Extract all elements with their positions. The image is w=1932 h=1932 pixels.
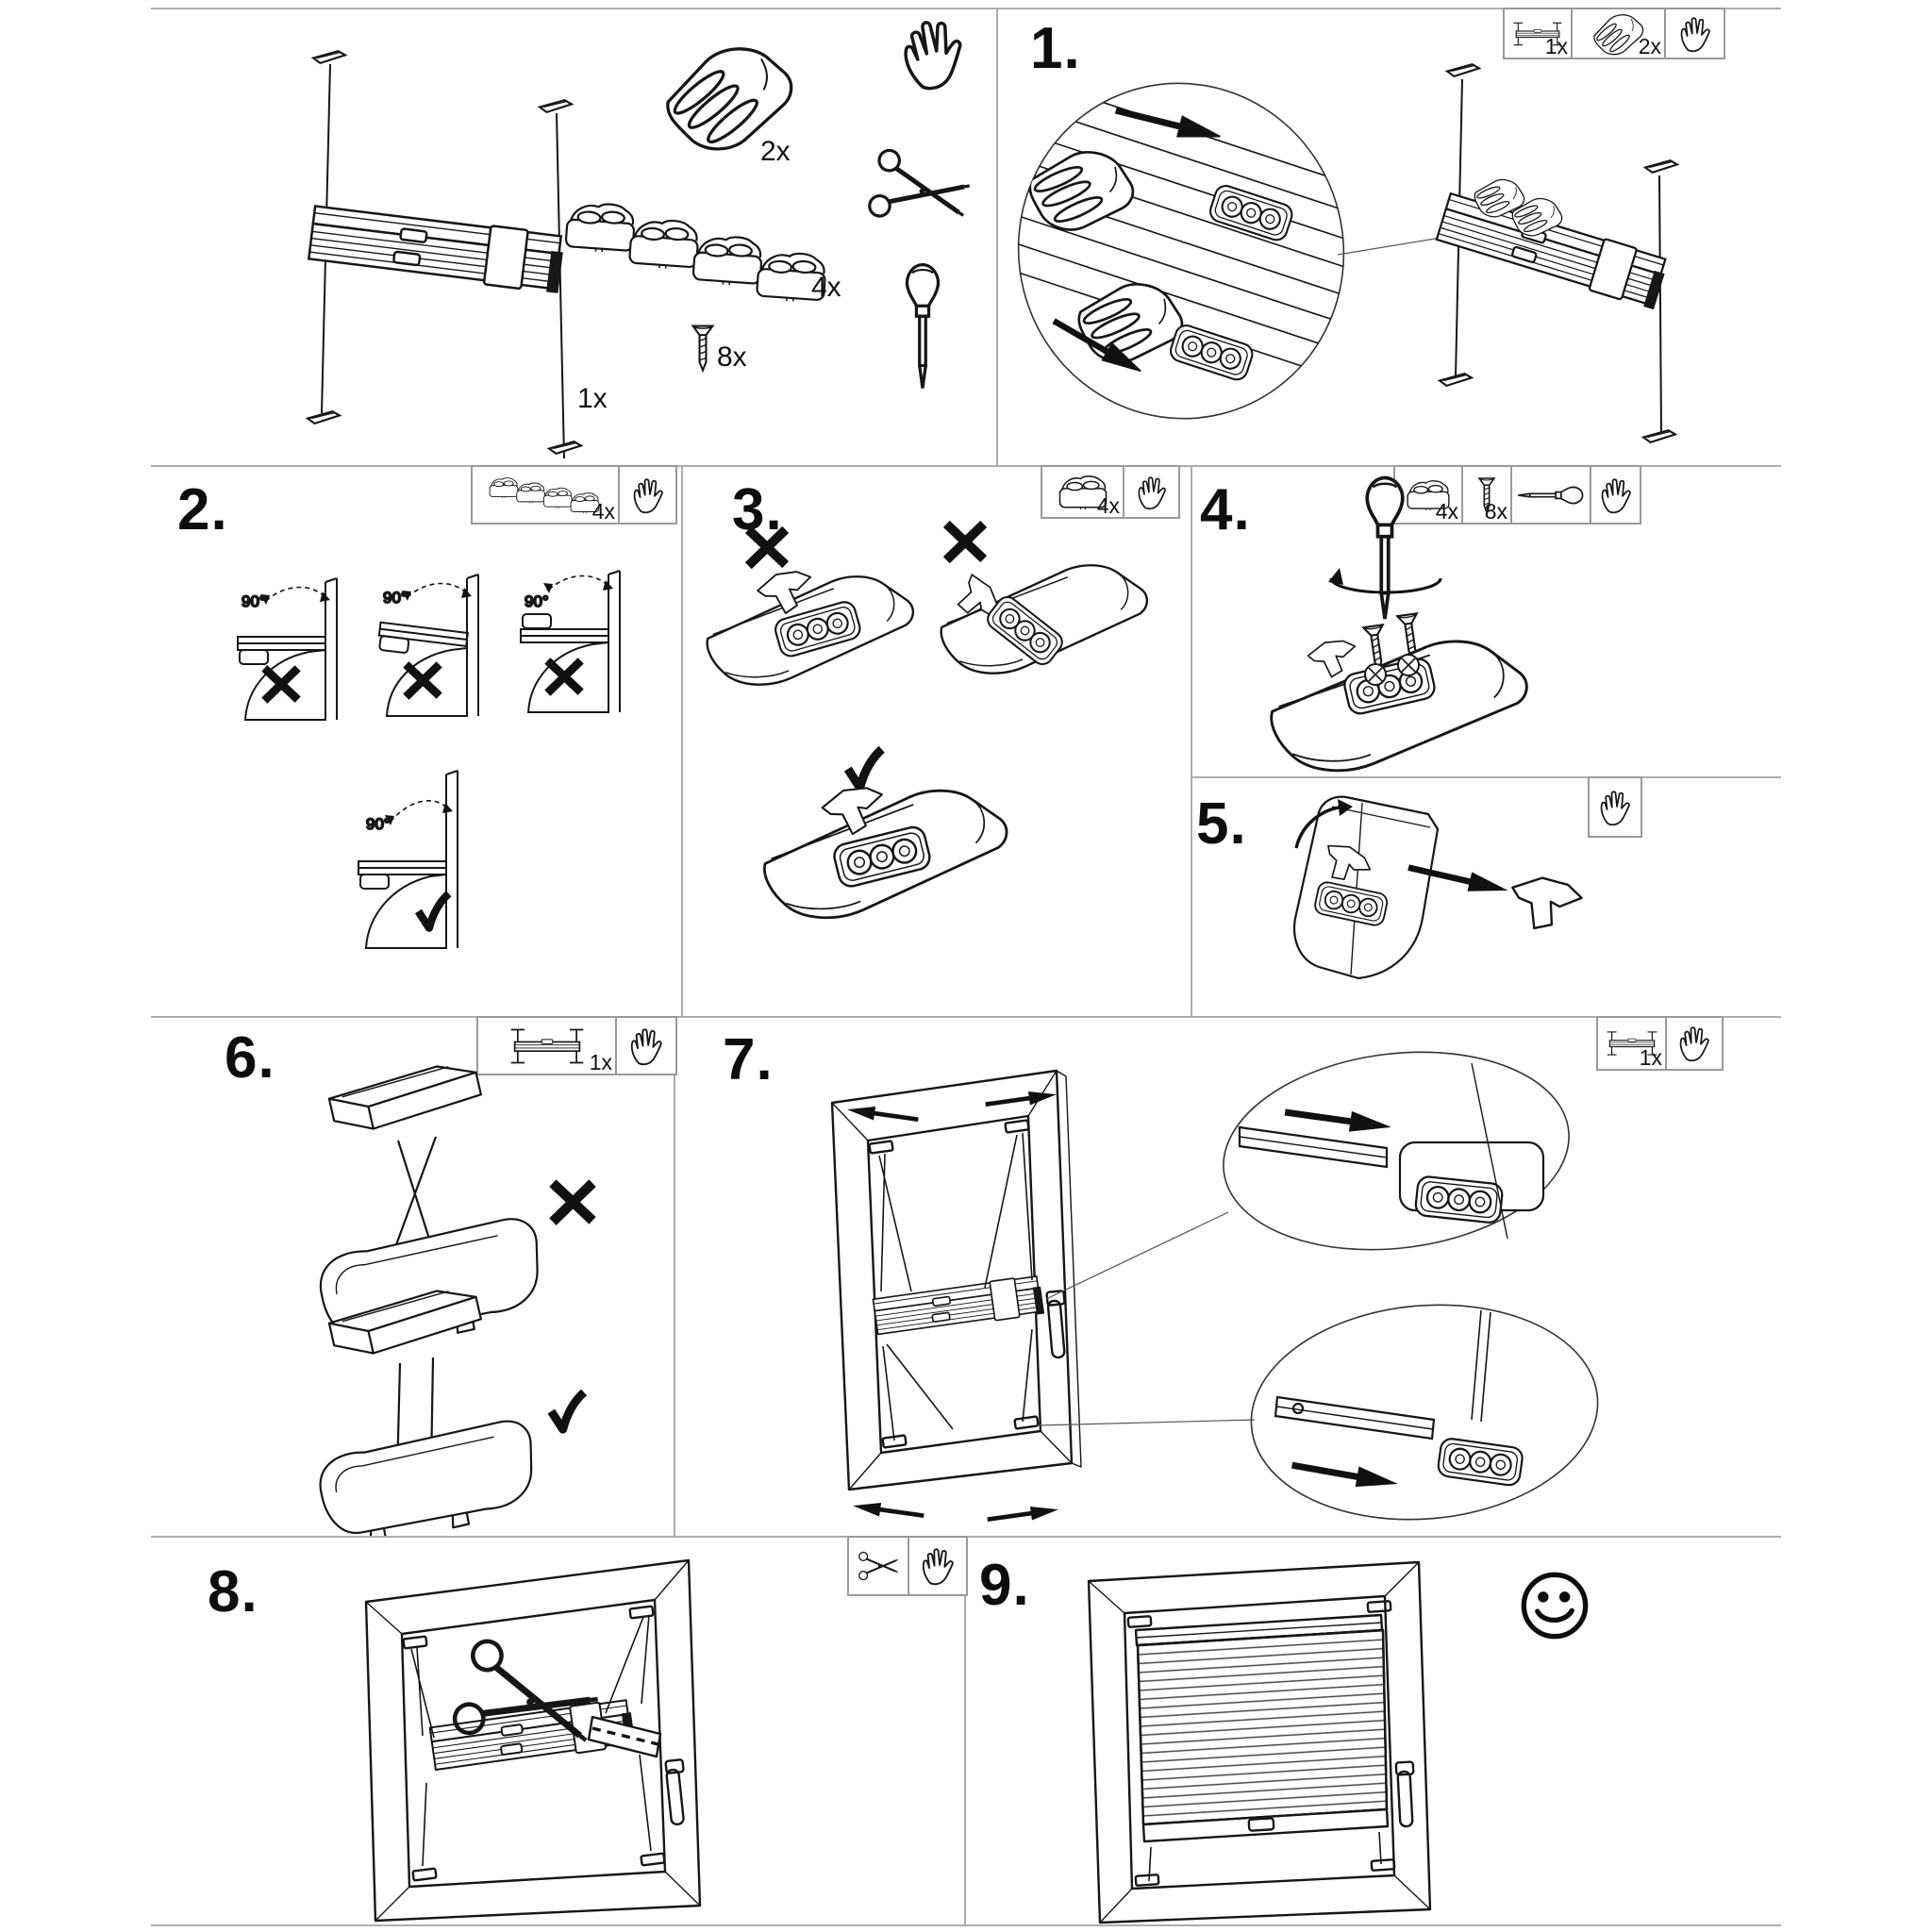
arrow-icon	[1284, 1102, 1393, 1138]
step-7-panel	[674, 1016, 1781, 1536]
qty-label: 1x	[1639, 1045, 1662, 1070]
step-4-panel	[1191, 465, 1781, 776]
angle-label: 90°	[242, 592, 266, 610]
x-mark	[547, 660, 580, 692]
x-mark	[553, 1183, 592, 1222]
grid-line-bottom	[151, 1924, 1781, 1926]
wrong-mount-diagram-3	[521, 571, 620, 712]
step-5-number: 5.	[1196, 791, 1247, 857]
wrong-mount-diagram-2	[377, 575, 478, 716]
clamp-qty-label: 2x	[760, 136, 791, 167]
screw-qty-label: 8x	[717, 341, 747, 373]
check-mark	[551, 1392, 584, 1429]
angle-label: 90°	[525, 592, 549, 610]
step-5-drawing	[1191, 776, 1781, 1016]
part-blind-assembly	[308, 51, 581, 458]
sash-corner-with-bracket	[1268, 636, 1530, 774]
pleated-fabric	[1138, 1630, 1387, 1824]
qty-label: 4x	[1435, 499, 1458, 524]
step-3-drawing	[681, 465, 1191, 1016]
bracket-strip-qty-label: 4x	[811, 272, 841, 303]
angle-label: 90°	[383, 589, 408, 607]
window-handle	[1046, 1291, 1064, 1357]
step-8-number: 8.	[208, 1559, 258, 1624]
qty-label: 2x	[1638, 34, 1661, 58]
part-clamp	[668, 49, 791, 149]
step-6-number: 6.	[225, 1025, 275, 1091]
step-2-number: 2.	[177, 477, 228, 542]
check-mark	[418, 893, 448, 927]
qty-label: 1x	[589, 1050, 612, 1074]
parts-overview-panel	[151, 8, 996, 465]
step1-detail-ellipse	[996, 49, 1402, 454]
check-mark	[848, 749, 882, 788]
step-7-number: 7.	[723, 1027, 774, 1092]
arrow-icon	[846, 1103, 919, 1126]
part-screw	[693, 326, 713, 371]
finished-window	[1089, 1562, 1430, 1923]
wrong-orientation-1	[703, 566, 919, 690]
parts-overview-drawing	[151, 8, 996, 465]
mounted-clip-2	[1168, 323, 1255, 382]
x-mark	[748, 529, 785, 565]
step-1-drawing	[996, 8, 1781, 465]
step-4-number: 4.	[1200, 477, 1251, 542]
screwdriver-turning	[1328, 477, 1441, 619]
hand-icon	[902, 18, 966, 91]
detail-ellipse-top-rail	[1212, 1033, 1580, 1268]
arrow-icon	[852, 1499, 924, 1523]
sash-corner-piece	[1294, 797, 1438, 978]
window-handle	[665, 1759, 684, 1824]
smiley-icon	[1524, 1574, 1585, 1636]
mounted-clip-1	[1208, 183, 1294, 242]
detail-ellipse-bottom-rail	[1242, 1291, 1607, 1533]
window-with-blind	[366, 1560, 700, 1921]
wrong-orientation-2	[937, 560, 1153, 677]
step1-blind-assembly	[1436, 64, 1677, 442]
qty-label: 1x	[1544, 34, 1568, 58]
correct-straight-cords	[315, 1286, 584, 1536]
x-mark	[264, 668, 297, 700]
correct-orientation	[759, 782, 1013, 924]
qty-label: 4x	[591, 499, 615, 524]
step-6-panel	[151, 1016, 674, 1536]
x-mark	[946, 524, 983, 559]
part-bracket-strip	[563, 202, 829, 304]
step-6-drawing	[151, 1016, 674, 1536]
step-9-panel	[964, 1536, 1781, 1924]
arrow-icon	[985, 1088, 1058, 1111]
step-5-panel	[1191, 776, 1781, 1016]
step-9-number: 9.	[979, 1553, 1030, 1618]
removed-flap-piece	[1508, 874, 1584, 934]
qty-label: 8x	[1484, 499, 1507, 524]
step-8-panel	[151, 1536, 964, 1924]
arrow-icon	[987, 1503, 1059, 1526]
scissors-icon	[868, 148, 974, 233]
x-mark	[406, 664, 439, 696]
step-1-panel	[996, 8, 1781, 465]
step-1-number: 1.	[1030, 16, 1081, 81]
step-3-number: 3.	[732, 477, 783, 542]
clamp-sliding-1	[1021, 138, 1141, 245]
step-7-drawing	[674, 1016, 1781, 1536]
wrong-mount-diagram-1	[238, 578, 337, 720]
blind-qty-label: 1x	[577, 383, 608, 414]
step-4-drawing	[1191, 465, 1781, 776]
angle-label: 90°	[366, 815, 391, 833]
correct-mount-diagram	[358, 771, 458, 948]
step-2-panel	[151, 465, 681, 1016]
window-handle	[1396, 1762, 1414, 1827]
screwdriver-icon	[908, 265, 939, 389]
step-8-drawing	[151, 1536, 964, 1924]
step-3-panel	[681, 465, 1191, 1016]
window-with-blind	[832, 1071, 1081, 1490]
step-2-drawing	[151, 465, 681, 1016]
step-9-drawing	[964, 1536, 1781, 1924]
qty-label: 4x	[1096, 493, 1120, 518]
arrow-icon	[1291, 1455, 1400, 1493]
